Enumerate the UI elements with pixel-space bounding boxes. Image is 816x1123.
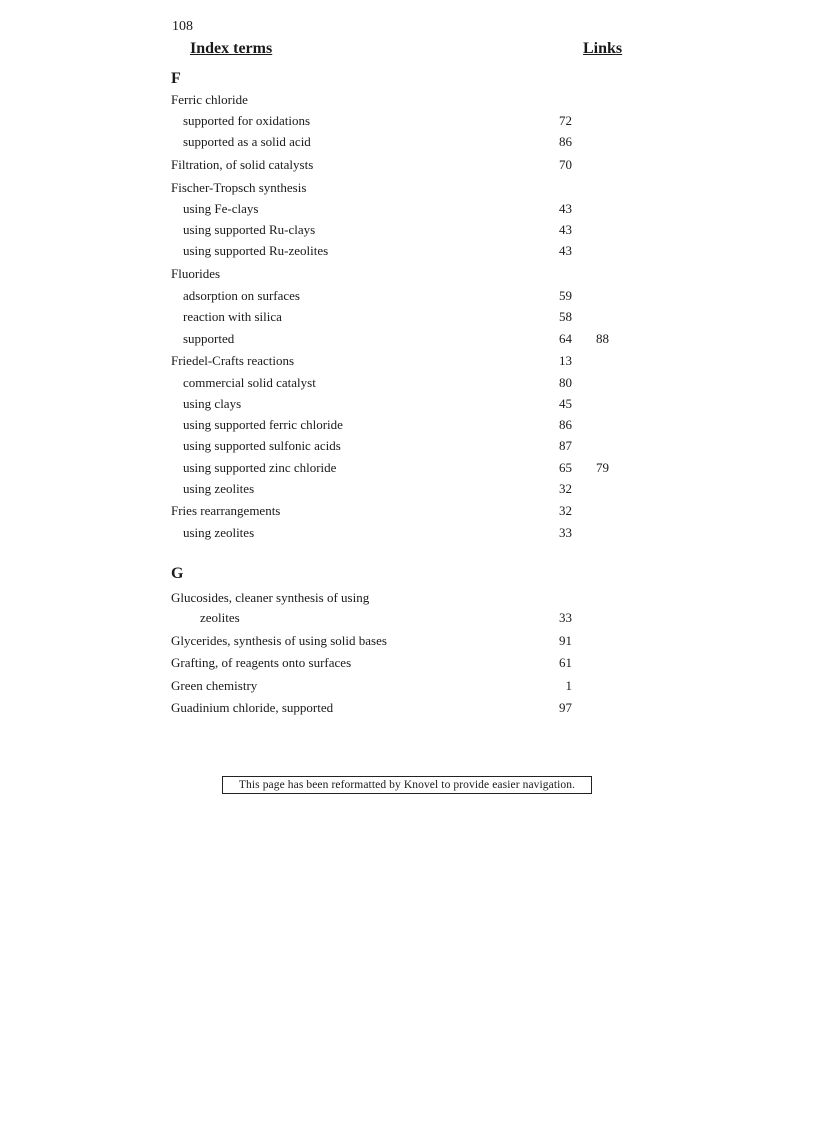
index-term: Guadinium chloride, supported: [171, 700, 334, 715]
page-link[interactable]: 80: [559, 375, 572, 390]
index-entry: [0, 654, 816, 672]
index-term: adsorption on surfaces: [183, 288, 300, 303]
index-term: Fluorides: [171, 266, 221, 281]
links-header: Links: [583, 40, 623, 57]
index-entry: [0, 287, 816, 305]
index-term: reaction with silica: [183, 309, 282, 324]
index-term: using supported sulfonic acids: [183, 438, 341, 453]
index-entry: [0, 699, 816, 717]
page-link[interactable]: 13: [559, 353, 572, 368]
index-entry: [0, 179, 816, 197]
page-number: 108: [172, 19, 193, 34]
page-link[interactable]: 88: [596, 331, 609, 346]
index-entry: [0, 133, 816, 151]
index-entry: [0, 416, 816, 434]
index-term: using zeolites: [183, 481, 255, 496]
index-entry: [0, 330, 816, 348]
index-entry: [0, 352, 816, 370]
page-link[interactable]: 58: [559, 309, 572, 324]
index-entry: [0, 265, 816, 283]
index-term: Glucosides, cleaner synthesis of using: [171, 590, 370, 605]
index-term: Ferric chloride: [171, 92, 248, 107]
index-entry: [0, 374, 816, 392]
page-link[interactable]: 43: [559, 201, 572, 216]
index-term: supported as a solid acid: [183, 134, 311, 149]
page-link[interactable]: 43: [559, 243, 572, 258]
page-link[interactable]: 79: [596, 460, 609, 475]
page-link[interactable]: 91: [559, 633, 572, 648]
page-link[interactable]: 59: [559, 288, 572, 303]
page-link[interactable]: 45: [559, 396, 572, 411]
index-term: zeolites: [200, 610, 240, 625]
index-entry: [0, 502, 816, 520]
index-term: Grafting, of reagents onto surfaces: [171, 655, 352, 670]
index-term: using supported Ru-zeolites: [183, 243, 329, 258]
page-link[interactable]: 64: [559, 331, 572, 346]
index-term: using Fe-clays: [183, 201, 259, 216]
page-link[interactable]: 65: [559, 460, 572, 475]
knovel-footer-note: This page has been reformatted by Knovel to provide easier navigation.: [222, 776, 592, 794]
index-entry: [0, 437, 816, 455]
page-link[interactable]: 70: [559, 157, 572, 172]
index-entry: [0, 91, 816, 109]
page-link[interactable]: 86: [559, 134, 572, 149]
page-link[interactable]: 86: [559, 417, 572, 432]
index-entry: [0, 156, 816, 174]
index-term: commercial solid catalyst: [183, 375, 316, 390]
index-entry: [0, 524, 816, 542]
index-term: using supported Ru-clays: [183, 222, 316, 237]
page-link[interactable]: 72: [559, 113, 572, 128]
section-letter: F: [171, 70, 181, 87]
index-term: Glycerides, synthesis of using solid bases: [171, 633, 387, 648]
page-link[interactable]: 33: [559, 610, 572, 625]
index-entry: [0, 677, 816, 695]
page-link[interactable]: 43: [559, 222, 572, 237]
index-entry: [0, 609, 816, 627]
page-link[interactable]: 32: [559, 481, 572, 496]
section-letter: G: [171, 565, 184, 582]
index-entry: [0, 308, 816, 326]
index-term: Fries rearrangements: [171, 503, 281, 518]
index-term: supported for oxidations: [183, 113, 311, 128]
index-terms-header: Index terms: [190, 40, 273, 57]
index-entry: [0, 395, 816, 413]
page-link[interactable]: 32: [559, 503, 572, 518]
index-term: Fischer-Tropsch synthesis: [171, 180, 307, 195]
page-link[interactable]: 61: [559, 655, 572, 670]
index-term: using supported ferric chloride: [183, 417, 343, 432]
page-link[interactable]: 33: [559, 525, 572, 540]
index-term: using supported zinc chloride: [183, 460, 337, 475]
index-entry: [0, 221, 816, 239]
index-entry: [0, 200, 816, 218]
page-link[interactable]: 1: [565, 678, 572, 693]
index-term: using zeolites: [183, 525, 255, 540]
index-entry: [0, 459, 816, 477]
index-term: Friedel-Crafts reactions: [171, 353, 295, 368]
index-term: supported: [183, 331, 235, 346]
page-link[interactable]: 97: [559, 700, 572, 715]
index-entry: [0, 589, 816, 607]
index-term: Filtration, of solid catalysts: [171, 157, 314, 172]
index-term: using clays: [183, 396, 242, 411]
page-link[interactable]: 87: [559, 438, 572, 453]
index-entry: [0, 480, 816, 498]
index-term: Green chemistry: [171, 678, 258, 693]
index-entry: [0, 242, 816, 260]
index-entry: [0, 112, 816, 130]
index-entry: [0, 632, 816, 650]
